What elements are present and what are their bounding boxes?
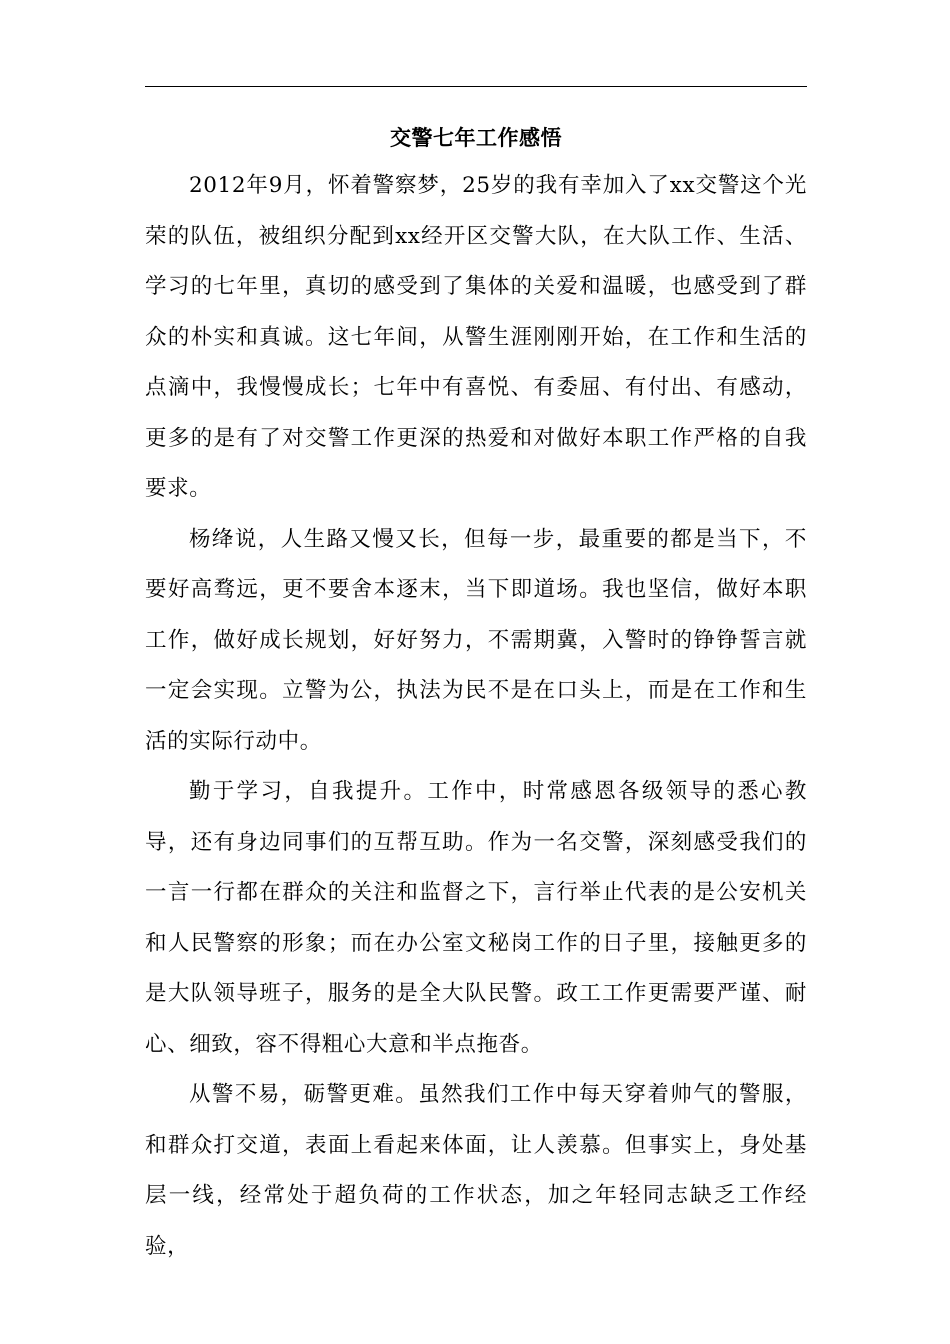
paragraph-2: 杨绛说，人生路又慢又长，但每一步，最重要的都是当下，不要好高骛远，更不要舍本逐末，当下即道场。我也坚信，做好本职工作，做好成长规划，好好努力，不需期冀，入警时的铮铮誓言就一定会实现。立警为公，执法为民不是在口头上，而是在工作和生活的实际行动中。 bbox=[145, 526, 807, 754]
document-body bbox=[145, 161, 807, 1272]
paragraph-1: 2012年9月，怀着警察梦，25岁的我有幸加入了xx交警这个光荣的队伍，被组织分配到xx经开区交警大队，在大队工作、生活、学习的七年里，真切的感受到了集体的关爱和温暖，也感受到了群众的朴实和真诚。这七年间，从警生涯刚刚开始，在工作和生活的点滴中，我慢慢成长；七年中有喜悦、有委屈、有付出、有感动，更多的是有了对交警工作更深的热爱和对做好本职工作严格的自我要求。 bbox=[145, 173, 807, 501]
paragraph-4: 从警不易，砺警更难。虽然我们工作中每天穿着帅气的警服，和群众打交道，表面上看起来体面，让人羡慕。但事实上，身处基层一线，经常处于超负荷的工作状态，加之年轻同志缺乏工作经验， bbox=[145, 1082, 807, 1259]
document-title: 交警七年工作感悟 bbox=[390, 126, 562, 150]
header-rule bbox=[145, 86, 807, 87]
paragraph-3: 勤于学习，自我提升。工作中，时常感恩各级领导的悉心教导，还有身边同事们的互帮互助。作为一名交警，深刻感受我们的一言一行都在群众的关注和监督之下，言行举止代表的是公安机关和人民警察的形象；而在办公室文秘岗工作的日子里，接触更多的是大队领导班子，服务的是全大队民警。政工工作更需要严谨、耐心、细致，容不得粗心大意和半点拖沓。 bbox=[145, 779, 807, 1057]
